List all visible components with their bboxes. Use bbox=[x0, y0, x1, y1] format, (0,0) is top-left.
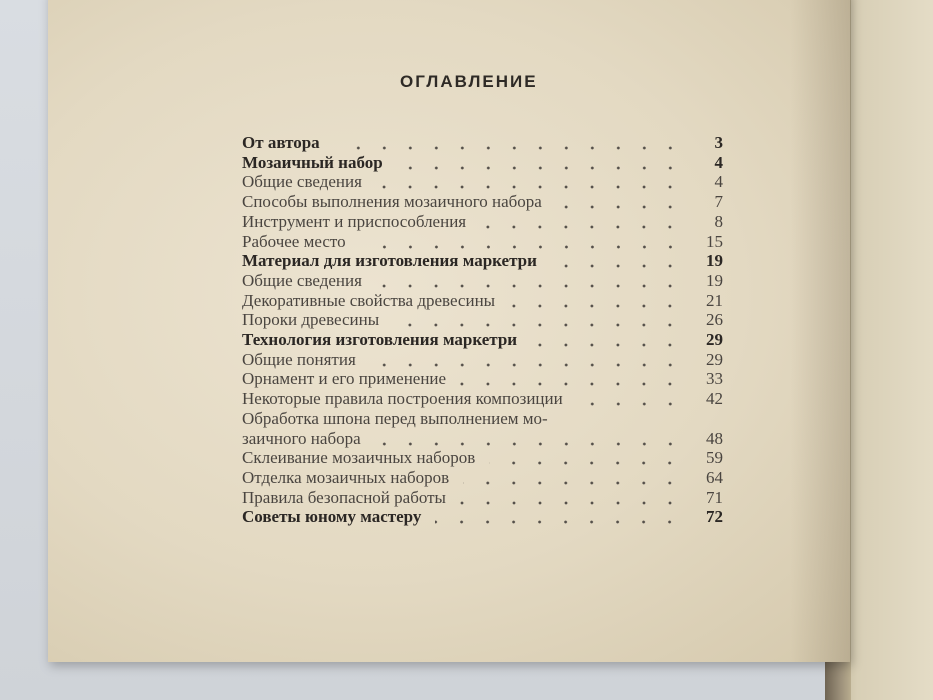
toc-entry-title: Рабочее место bbox=[242, 231, 346, 251]
toc-entry-title: Способы выполнения мозаичного набора bbox=[242, 192, 542, 212]
toc-leader-dots bbox=[360, 245, 683, 249]
page-shadow bbox=[790, 0, 850, 662]
toc-title: ОГЛАВЛЕНИЕ bbox=[400, 72, 538, 91]
toc-entry-page: 15 bbox=[706, 231, 723, 251]
toc-entry bbox=[238, 232, 723, 252]
toc-entry-page: 19 bbox=[706, 270, 723, 290]
toc-entry-title: Общие понятия bbox=[242, 349, 356, 369]
toc-leader-dots bbox=[480, 225, 683, 229]
toc-entry-page: 33 bbox=[706, 369, 723, 389]
toc-entry bbox=[238, 172, 723, 192]
toc-entry-title: Отделка мозаичных наборов bbox=[242, 467, 450, 487]
toc-entry bbox=[238, 409, 723, 429]
toc-entry-page: 8 bbox=[714, 211, 723, 231]
toc-entry bbox=[238, 251, 723, 271]
toc-entry-page: 19 bbox=[706, 251, 723, 271]
toc-entry-title: Правила безопасной работы bbox=[242, 487, 446, 507]
toc-entry-page: 71 bbox=[706, 487, 723, 507]
toc-entry-title: Советы юному мастеру bbox=[242, 507, 422, 527]
toc-leader-dots bbox=[334, 146, 683, 150]
toc-entry bbox=[238, 271, 723, 291]
toc-entry-title: Обработка шпона перед выполнением мо- bbox=[242, 408, 548, 428]
toc-entry-title: Общие сведения bbox=[242, 172, 362, 192]
toc-leader-dots bbox=[489, 461, 683, 465]
toc-leader-dots bbox=[531, 343, 683, 347]
toc-entry bbox=[238, 369, 723, 389]
toc-entry-title: Общие сведения bbox=[242, 270, 362, 290]
toc-entry bbox=[238, 212, 723, 232]
toc-leader-dots bbox=[435, 520, 683, 524]
toc-leader-dots bbox=[393, 323, 683, 327]
toc-entry-page: 29 bbox=[706, 349, 723, 369]
toc-entry-title: Материал для изготовления маркетри bbox=[242, 251, 537, 271]
toc-entry bbox=[238, 330, 723, 350]
toc-entry-page: 4 bbox=[714, 152, 723, 172]
toc-entry-title: Технология изготовления маркетри bbox=[242, 330, 518, 349]
toc-leader-dots bbox=[509, 304, 683, 308]
toc-entry-title: Склеивание мозаичных наборов bbox=[242, 448, 476, 468]
toc-entry-page: 3 bbox=[714, 133, 723, 152]
toc-entry bbox=[238, 291, 723, 311]
toc-entry bbox=[238, 507, 723, 527]
toc-entry-page: 64 bbox=[706, 467, 723, 487]
toc-leader-dots bbox=[460, 501, 683, 505]
toc-entry-page: 21 bbox=[706, 290, 723, 310]
toc-entry bbox=[238, 389, 723, 409]
toc-entry bbox=[238, 448, 723, 468]
toc-entry bbox=[238, 133, 723, 153]
toc-leader-dots bbox=[556, 205, 683, 209]
toc-entry-page: 59 bbox=[706, 448, 723, 468]
toc-entry-page: 48 bbox=[706, 428, 723, 448]
toc-leader-dots bbox=[376, 284, 683, 288]
toc-entry-title: Некоторые правила построения композиции bbox=[242, 389, 563, 409]
toc-entry-title: Мозаичный набор bbox=[242, 152, 383, 172]
toc-leader-dots bbox=[370, 363, 683, 367]
toc-entry-page: 26 bbox=[706, 310, 723, 330]
toc-entry-page: 4 bbox=[714, 172, 723, 192]
toc-entry bbox=[238, 429, 723, 449]
toc-entry bbox=[238, 350, 723, 370]
toc-entry-title: Декоративные свойства древесины bbox=[242, 290, 496, 310]
toc-leader-dots bbox=[375, 442, 683, 446]
toc-leader-dots bbox=[460, 382, 683, 386]
toc-entry-page: 29 bbox=[706, 330, 723, 349]
toc-entry-title: Инструмент и приспособления bbox=[242, 211, 467, 231]
toc-leader-dots bbox=[463, 481, 683, 485]
toc-entry bbox=[238, 488, 723, 508]
toc-entry-title: Орнамент и его применение bbox=[242, 369, 447, 389]
toc-leader-dots bbox=[397, 166, 683, 170]
toc-entry bbox=[238, 192, 723, 212]
toc-entry-page: 72 bbox=[706, 507, 723, 527]
toc-leader-dots bbox=[376, 185, 683, 189]
toc-entry-title: заичного набора bbox=[242, 428, 361, 448]
toc-entry-page: 7 bbox=[714, 192, 723, 212]
toc-entry bbox=[238, 310, 723, 330]
toc-leader-dots bbox=[577, 402, 683, 406]
toc-entry-title: Пороки древесины bbox=[242, 310, 380, 330]
toc-entry bbox=[238, 153, 723, 173]
toc-entry-title: От автора bbox=[242, 133, 320, 152]
toc-entry-page: 42 bbox=[706, 389, 723, 409]
toc-leader-dots bbox=[551, 264, 683, 268]
toc-entry bbox=[238, 468, 723, 488]
